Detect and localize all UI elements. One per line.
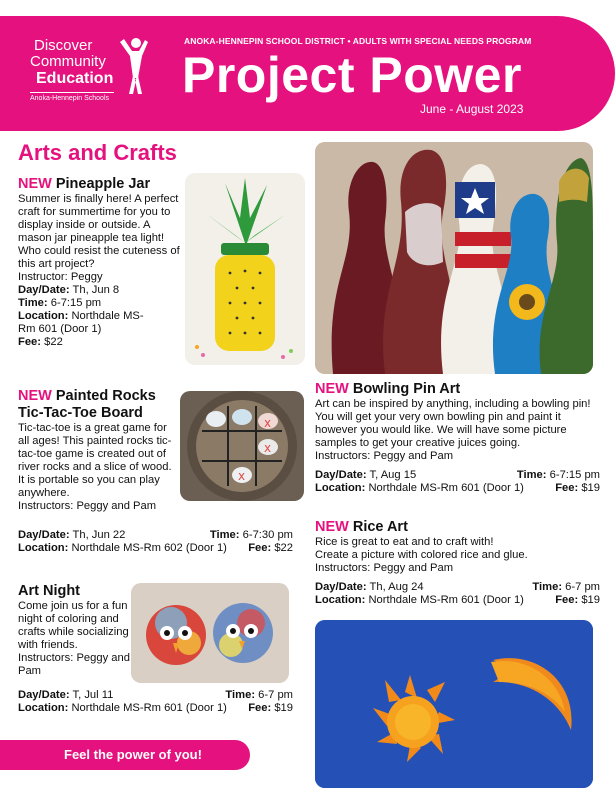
class-location: Location: Northdale MS-Rm 602 (Door 1) <box>18 542 227 554</box>
class-pineapple-jar <box>18 176 186 349</box>
class-location: Location: Northdale MS-Rm 601 (Door 1) <box>315 482 524 494</box>
class-time: Time: 6-7:15 pm <box>18 297 102 309</box>
class-painted-rocks <box>18 388 178 513</box>
class-location: Location: Northdale MS-Rm 601 (Door 1) <box>315 594 524 606</box>
class-location: Location: Northdale MS-Rm 601 (Door 1) <box>18 310 144 335</box>
class-time: Time: 6-7 pm <box>532 581 600 593</box>
class-art-night-details <box>18 689 293 715</box>
class-day: Day/Date: T, Jul 11 <box>18 689 114 701</box>
class-description: Tic-tac-toe is a great game for all ages! This painted rocks tic-tac-toe game is created out of river rocks and a slice of wood. It is portable so you can play anywhere. <box>18 422 172 499</box>
svg-text:x: x <box>264 416 272 430</box>
class-day: Day/Date: Th, Aug 24 <box>315 581 424 593</box>
class-time: Time: 6-7:15 pm <box>516 469 600 481</box>
class-title: NEW Pineapple Jar <box>18 176 151 192</box>
person-figure-icon <box>116 36 150 96</box>
page-title: Project Power <box>182 47 522 103</box>
logo-line1: Discover <box>34 37 93 54</box>
district-line: ANOKA-HENNEPIN SCHOOL DISTRICT • ADULTS WITH SPECIAL NEEDS PROGRAM <box>184 36 532 46</box>
class-fee: Fee: $19 <box>555 594 600 606</box>
class-fee: Fee: $22 <box>248 542 293 554</box>
rice-art-photo <box>315 620 593 788</box>
header-banner <box>0 16 615 131</box>
class-fee: Fee: $19 <box>248 702 293 714</box>
class-fee: Fee: $19 <box>555 482 600 494</box>
section-title: Arts and Crafts <box>18 140 177 165</box>
class-description-2: Create a picture with colored rice and glue. <box>315 549 528 561</box>
class-title: NEW Bowling Pin Art <box>315 381 461 397</box>
class-painted-rocks-details <box>18 529 293 555</box>
class-fee: Fee: $22 <box>18 336 63 348</box>
class-art-night <box>18 583 130 678</box>
class-title: NEW Rice Art <box>315 519 408 535</box>
class-description: Summer is finally here! A perfect craft for summertime for you to display inside or outside. A mason jar pineapple tea light! Who could resist the cuteness of this art project? <box>18 193 180 270</box>
logo-line3: Education <box>36 70 114 87</box>
class-instructors: Instructors: Peggy and Pam <box>18 500 157 512</box>
pineapple-jar-photo <box>185 173 305 365</box>
class-description: Come join us for a fun night of coloring and crafts while socializing with friends. Instructors: Peggy and Pam <box>18 600 130 677</box>
class-instructors: Instructors: Peggy and Pam <box>315 450 454 462</box>
class-time: Time: 6-7:30 pm <box>209 529 293 541</box>
art-night-photo <box>131 583 289 683</box>
class-rice-art <box>315 519 600 607</box>
class-title: NEW Painted Rocks <box>18 388 156 404</box>
class-day: Day/Date: Th, Jun 22 <box>18 529 126 541</box>
new-badge: NEW <box>18 176 52 192</box>
class-title-line2: Tic-Tac-Toe Board <box>18 405 143 421</box>
class-day: Day/Date: Th, Jun 8 <box>18 284 120 296</box>
class-description-1: Rice is great to eat and to craft with! <box>315 536 494 548</box>
svg-text:x: x <box>238 469 246 483</box>
dce-logo <box>16 34 146 116</box>
new-badge: NEW <box>315 519 349 535</box>
class-bowling-pin-art <box>315 381 600 495</box>
class-instructor: Instructor: Peggy <box>18 271 103 283</box>
class-day: Day/Date: T, Aug 15 <box>315 469 417 481</box>
painted-rocks-photo <box>180 391 304 501</box>
class-time: Time: 6-7 pm <box>225 689 293 701</box>
logo-line2: Community <box>30 53 106 70</box>
class-location: Location: Northdale MS-Rm 601 (Door 1) <box>18 702 227 714</box>
new-badge: NEW <box>18 388 52 404</box>
class-description: Art can be inspired by anything, including a bowling pin! You will get your very own bowling pin and paint it however you would like. We will have some picture samples to get your creative juices going. <box>315 398 591 449</box>
class-title: Art Night <box>18 583 81 599</box>
svg-text:x: x <box>264 441 272 455</box>
class-instructors: Instructors: Peggy and Pam <box>315 562 454 574</box>
logo-sub: Anoka-Hennepin Schools <box>30 92 114 103</box>
program-dates: June - August 2023 <box>420 102 524 116</box>
new-badge: NEW <box>315 381 349 397</box>
tagline-banner: Feel the power of you! <box>0 740 250 770</box>
bowling-pins-photo <box>315 142 593 374</box>
